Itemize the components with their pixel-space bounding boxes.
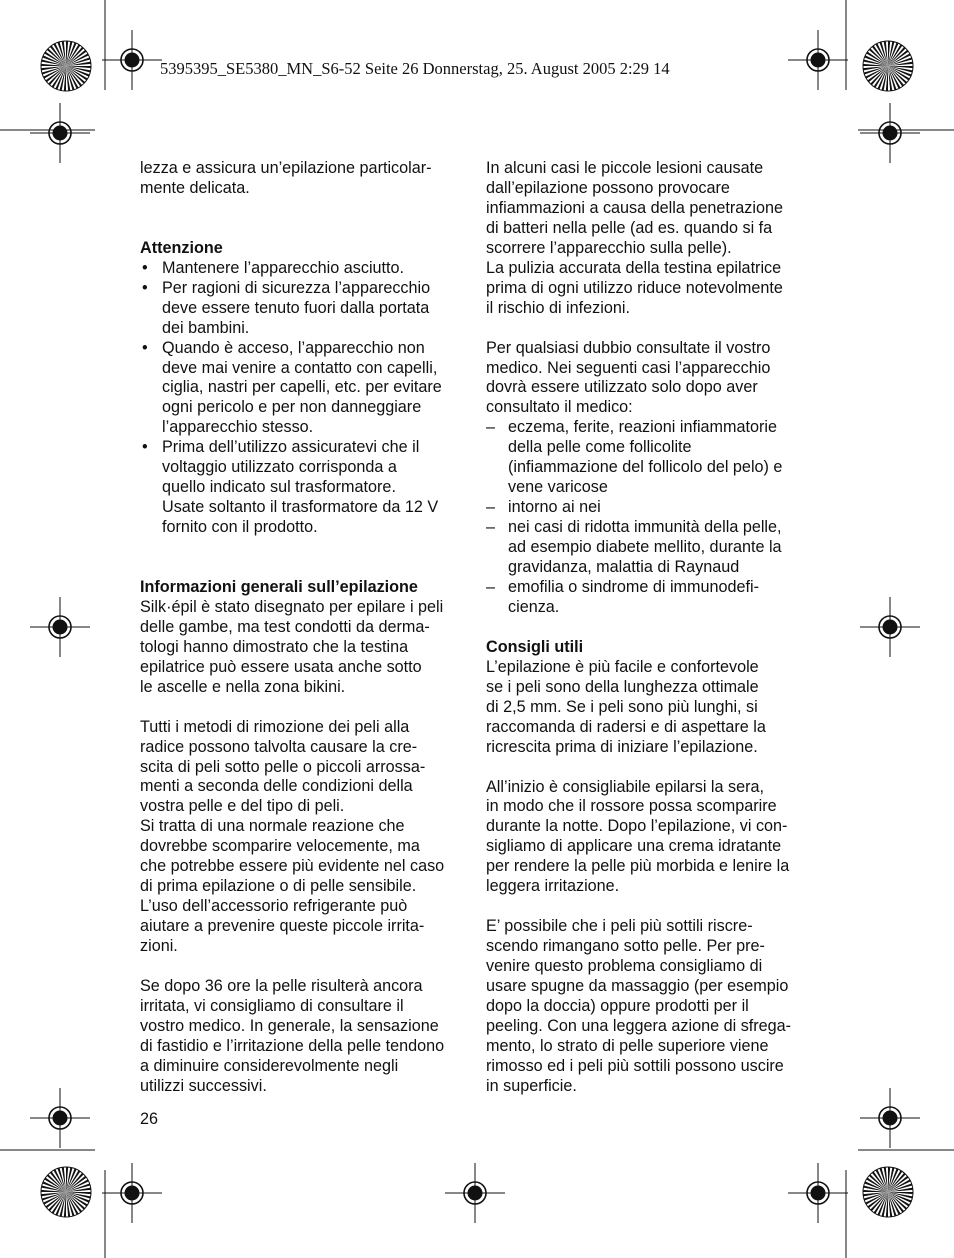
text-line: All’inizio è consigliabile epilarsi la sera, bbox=[486, 777, 765, 796]
registration-mark-icon bbox=[788, 1163, 848, 1223]
text-line: voltaggio utilizzato corrisponda a bbox=[162, 458, 397, 477]
text-line: Prima dell’utilizzo assicuratevi che il bbox=[162, 438, 420, 457]
text-line: quello indicato sul trasformatore. bbox=[162, 478, 396, 497]
text-line: se i peli sono della lunghezza ottimale bbox=[486, 677, 759, 696]
text-line: scita di peli sotto pelle o piccoli arrossa- bbox=[140, 757, 426, 776]
list-item bbox=[486, 578, 820, 618]
list-item bbox=[140, 339, 470, 439]
intro-paragraph bbox=[140, 159, 470, 199]
text-line: di 2,5 mm. Se i peli sono più lunghi, si bbox=[486, 697, 758, 716]
text-line: lezza e assicura un’epilazione particolar- bbox=[140, 159, 432, 177]
text-line: gravidanza, malattia di Raynaud bbox=[508, 558, 740, 577]
text-line: in modo che il rossore possa scomparire bbox=[486, 797, 777, 816]
text-line: ogni pericolo e per non danneggiare bbox=[162, 398, 422, 417]
text-line: L’uso dell’accessorio refrigerante può bbox=[140, 897, 408, 916]
list-item bbox=[486, 418, 820, 498]
text-line: mento, lo strato di pelle superiore viene bbox=[486, 1036, 769, 1055]
heading-attenzione: Attenzione bbox=[140, 238, 223, 257]
text-line: leggera irritazione. bbox=[486, 877, 620, 896]
text-line: dei bambini. bbox=[162, 318, 250, 337]
text-line: l’apparecchio stesso. bbox=[162, 418, 314, 437]
text-line: emofilia o sindrome di immunodefi- bbox=[508, 578, 760, 596]
text-line: mente delicata. bbox=[140, 178, 250, 197]
text-line: dall’epilazione possono provocare bbox=[486, 178, 730, 197]
text-line: per rendere la pelle più morbida e lenire la bbox=[486, 857, 790, 876]
text-line: durante la notte. Dopo l’epilazione, vi con- bbox=[486, 817, 788, 836]
text-line: peeling. Con una leggera azione di sfrega- bbox=[486, 1016, 792, 1035]
body-paragraph bbox=[140, 977, 470, 1097]
contraindication-list bbox=[486, 418, 820, 618]
text-line: utilizzi successivi. bbox=[140, 1076, 267, 1095]
text-line: Per ragioni di sicurezza l’apparecchio bbox=[162, 278, 431, 297]
body-paragraph bbox=[140, 718, 470, 957]
text-line: vene varicose bbox=[508, 478, 608, 497]
text-line: Silk·épil è stato disegnato per epilare i peli bbox=[140, 597, 444, 616]
body-paragraph bbox=[486, 658, 820, 758]
registration-mark-icon bbox=[445, 1163, 505, 1223]
left-column bbox=[140, 159, 470, 1097]
text-line: Usate soltanto il trasformatore da 12 V bbox=[162, 498, 439, 517]
text-line: aiutare a prevenire queste piccole irrita- bbox=[140, 917, 425, 936]
text-line: ricrescita prima di iniziare l’epilazione. bbox=[486, 737, 758, 756]
text-line: usare spugne da massaggio (per esempio bbox=[486, 977, 789, 996]
text-line: medico. Nei seguenti casi l’apparecchio bbox=[486, 358, 771, 377]
text-line: nei casi di ridotta immunità della pelle, bbox=[508, 518, 782, 537]
list-item bbox=[140, 279, 470, 339]
text-line: sigliamo di applicare una crema idratante bbox=[486, 837, 782, 856]
text-line: di prima epilazione o di pelle sensibile. bbox=[140, 877, 417, 896]
text-line: Si tratta di una normale reazione che bbox=[140, 817, 405, 836]
text-line: Quando è acceso, l’apparecchio non bbox=[162, 338, 425, 357]
body-paragraph bbox=[486, 339, 820, 419]
text-line: Mantenere l’apparecchio asciutto. bbox=[162, 258, 405, 277]
warning-list bbox=[140, 259, 470, 538]
text-line: irritata, vi consigliamo di consultare il bbox=[140, 996, 404, 1015]
list-item bbox=[486, 518, 820, 578]
text-line: intorno ai nei bbox=[508, 498, 601, 517]
text-line: fornito con il prodotto. bbox=[162, 518, 318, 537]
text-line: venire questo problema consigliamo di bbox=[486, 957, 763, 976]
text-line: ad esempio diabete mellito, durante la bbox=[508, 538, 782, 557]
text-line: E’ possibile che i peli più sottili riscre- bbox=[486, 917, 753, 936]
text-line: raccomanda di radersi e di aspettare la bbox=[486, 717, 766, 736]
registration-mark-icon bbox=[30, 597, 90, 657]
registration-mark-icon bbox=[30, 103, 90, 163]
text-line: infiammazioni a causa della penetrazione bbox=[486, 198, 783, 217]
text-line: in superficie. bbox=[486, 1076, 577, 1095]
list-item bbox=[486, 498, 820, 518]
text-line: zioni. bbox=[140, 937, 178, 956]
body-paragraph bbox=[486, 159, 820, 319]
text-line: Tutti i metodi di rimozione dei peli alla bbox=[140, 717, 410, 736]
starburst-icon bbox=[863, 1167, 913, 1217]
heading-consigli: Consigli utili bbox=[486, 637, 584, 656]
text-line: (infiammazione del follicolo del pelo) e bbox=[508, 458, 783, 477]
text-line: il rischio di infezioni. bbox=[486, 298, 630, 317]
text-line: deve essere tenuto fuori dalla portata bbox=[162, 298, 430, 317]
text-line: eczema, ferite, reazioni infiammatorie bbox=[508, 418, 777, 437]
text-line: menti a seconda delle condizioni della bbox=[140, 777, 413, 796]
body-paragraph bbox=[486, 917, 820, 1097]
text-line: Se dopo 36 ore la pelle risulterà ancora bbox=[140, 976, 423, 995]
registration-mark-icon bbox=[30, 1088, 90, 1148]
list-item bbox=[140, 259, 470, 279]
text-line: che potrebbe essere più evidente nel caso bbox=[140, 857, 445, 876]
text-line: consultato il medico: bbox=[486, 398, 633, 417]
text-line: tologi hanno dimostrato che la testina bbox=[140, 637, 409, 656]
text-line: radice possono talvolta causare la cre- bbox=[140, 737, 418, 756]
print-slug: 5395395_SE5380_MN_S6-52 Seite 26 Donnerstag, 25. August 2005 2:29 14 bbox=[160, 59, 670, 78]
text-line: dovrà essere utilizzato solo dopo aver bbox=[486, 378, 758, 397]
registration-mark-icon bbox=[102, 30, 162, 90]
registration-mark-icon bbox=[102, 1163, 162, 1223]
text-line: di fastidio e l’irritazione della pelle tendono bbox=[140, 1036, 445, 1055]
text-line: dovrebbe scomparire velocemente, ma bbox=[140, 837, 420, 856]
text-line: vostra pelle e del tipo di peli. bbox=[140, 797, 345, 816]
heading-informazioni: Informazioni generali sull’epilazione bbox=[140, 577, 418, 596]
text-line: epilatrice può essere usata anche sotto bbox=[140, 657, 422, 676]
registration-mark-icon bbox=[788, 30, 848, 90]
text-line: di batteri nella pelle (ad es. quando si fa bbox=[486, 218, 773, 237]
text-line: rimosso ed i peli più sottili possono uscire bbox=[486, 1056, 784, 1075]
registration-mark-icon bbox=[860, 597, 920, 657]
text-line: deve mai venire a contatto con capelli, bbox=[162, 358, 438, 377]
text-line: cienza. bbox=[508, 597, 560, 616]
text-line: ciglia, nastri per capelli, etc. per evitare bbox=[162, 378, 442, 397]
text-line: delle gambe, ma test condotti da derma- bbox=[140, 617, 430, 636]
text-line: La pulizia accurata della testina epilatrice bbox=[486, 258, 782, 277]
list-item bbox=[140, 438, 470, 538]
text-line: scendo rimangano sotto pelle. Per pre- bbox=[486, 937, 765, 956]
page-number: 26 bbox=[140, 1110, 159, 1128]
body-paragraph bbox=[140, 598, 470, 698]
text-line: scorrere l’apparecchio sulla pelle). bbox=[486, 238, 732, 257]
text-line: vostro medico. In generale, la sensazione bbox=[140, 1016, 439, 1035]
starburst-icon bbox=[863, 41, 913, 91]
right-column bbox=[486, 159, 820, 1097]
text-line: le ascelle e nella zona bikini. bbox=[140, 677, 346, 696]
registration-mark-icon bbox=[860, 1088, 920, 1148]
starburst-icon bbox=[41, 41, 91, 91]
registration-mark-icon bbox=[860, 103, 920, 163]
text-line: L’epilazione è più facile e confortevole bbox=[486, 657, 759, 676]
starburst-icon bbox=[41, 1167, 91, 1217]
text-line: a diminuire considerevolmente negli bbox=[140, 1056, 399, 1075]
text-line: dopo la doccia) oppure prodotti per il bbox=[486, 996, 749, 1015]
text-line: prima di ogni utilizzo riduce notevolmente bbox=[486, 278, 783, 297]
text-line: In alcuni casi le piccole lesioni causate bbox=[486, 159, 764, 177]
body-paragraph bbox=[486, 778, 820, 898]
text-line: Per qualsiasi dubbio consultate il vostro bbox=[486, 338, 771, 357]
text-line: della pelle come follicolite bbox=[508, 438, 692, 457]
